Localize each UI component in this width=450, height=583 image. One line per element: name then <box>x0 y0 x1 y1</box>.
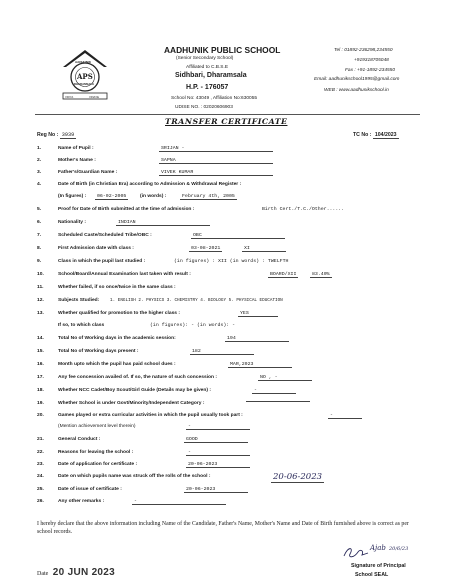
dob-figures-label: (In figures) : <box>58 194 87 199</box>
telephone: Tel : 01892-236298,234550 <box>334 48 393 53</box>
item-number: 24. <box>37 474 44 479</box>
item-value: 03-08-2021 <box>191 246 221 251</box>
item-20 <box>0 412 450 422</box>
item-26 <box>0 498 450 508</box>
signature-date: 20/6/23 <box>389 546 409 552</box>
item-label: Date on which pupils name was struck off the rolls of the school : <box>58 474 211 479</box>
item-8 <box>0 245 450 255</box>
item-16 <box>0 361 450 371</box>
item-number: 7. <box>37 233 42 238</box>
item-number: 25. <box>37 487 44 492</box>
item-label: Date of issue of certificate : <box>58 487 122 492</box>
address-line-2: H.P. - 176057 <box>186 84 229 91</box>
item-22 <box>0 449 450 459</box>
school-seal-label: School SEAL <box>355 572 389 578</box>
certificate-title: TRANSFER CERTIFICATE <box>165 117 288 126</box>
item-14 <box>0 335 450 345</box>
item-value-class: XI <box>242 246 286 252</box>
item-value <box>246 401 310 402</box>
item-label: Whether qualified for promotion to the higher class : <box>58 311 180 316</box>
item-number: 10. <box>37 272 44 277</box>
item-value: - <box>252 388 296 394</box>
dob-figures-value: 06-02-2005 <box>97 194 127 199</box>
item-number: 9. <box>37 259 42 264</box>
item-number: 12. <box>37 298 44 303</box>
item-19 <box>0 400 450 410</box>
item-label: School/Board/Annual Examination last taken with result : <box>58 272 191 277</box>
item-7 <box>0 232 450 242</box>
item-value: VIVEK KUMAR <box>159 170 273 176</box>
item-number: 1. <box>37 146 42 151</box>
tc-no <box>353 132 399 138</box>
item-value: BOARD/XII <box>270 272 297 277</box>
udise-number: UDISE NO. : 02020606903 <box>175 105 233 110</box>
item-1 <box>0 145 450 155</box>
item-label: Any other remarks : <box>58 499 105 504</box>
signature-name: Ajab <box>370 544 386 552</box>
item-9 <box>0 258 450 268</box>
item-value: NO , - <box>258 375 312 381</box>
item-label: General Conduct : <box>58 437 101 442</box>
item-label: Whether failed, if so once/twice in the same class : <box>58 285 176 290</box>
item-label: Mother's Name : <box>58 158 96 163</box>
item-number: 13. <box>37 311 44 316</box>
principal-signature <box>340 544 420 562</box>
item-4 <box>0 181 450 191</box>
item-13 <box>0 310 450 320</box>
achievement-label: (Mention achievement level therein) <box>58 424 136 429</box>
school-type: (Senior Secondary School) <box>176 56 234 61</box>
item-number: 5. <box>37 207 42 212</box>
item-number: 26. <box>37 499 44 504</box>
reg-no-label: Reg No : <box>37 132 59 138</box>
item-number: 2. <box>37 158 42 163</box>
item-number: 21. <box>37 437 44 442</box>
item-4-detail <box>0 193 450 203</box>
promotion-class-label: If so, to which class <box>58 323 105 328</box>
item-number: 4. <box>37 182 42 187</box>
school-number: School No: 43049 , Affiliation No:630055 <box>171 96 258 101</box>
logo-top-text: AADHUNIK <box>75 60 91 64</box>
tc-no-value: 104/2023 <box>374 132 397 138</box>
item-number: 15. <box>37 349 44 354</box>
item-value: GOOD <box>184 437 248 443</box>
achievement-value: - <box>186 424 250 430</box>
item-24 <box>0 473 450 483</box>
item-25 <box>0 486 450 496</box>
item-value: 194 <box>225 336 289 342</box>
website: WEB : www.aadhunikschool.in <box>324 88 389 93</box>
item-number: 14. <box>37 336 44 341</box>
item-number: 11. <box>37 285 44 290</box>
item-label: First Admission date with class : <box>58 246 134 251</box>
issue-date <box>37 562 115 580</box>
item-label: Date of Birth (in Christian Era) according to Admission & Withdrawal Register : <box>58 182 242 187</box>
item-value: YES <box>238 311 278 317</box>
item-label: Whether NCC Cadet/Boy Scout/Girl Guide (Details may be given) : <box>58 388 211 393</box>
declaration-text: I hereby declare that the above information including Name of the Candidate, Father's Name, Mother's Name and Date of Birth furnished above is correct as per school records. <box>37 521 409 535</box>
item-value: INDIAN <box>116 220 210 226</box>
item-label: Total No of Working days present : <box>58 349 139 354</box>
item-value: - <box>186 450 250 456</box>
item-number: 6. <box>37 220 42 225</box>
item-number: 8. <box>37 246 42 251</box>
promotion-class-value: (in figures): - (in words): - <box>150 323 236 328</box>
item-15 <box>0 348 450 358</box>
item-label: Scheduled Caste/Scheduled Tribe/OBC : <box>58 233 152 238</box>
item-label: Month upto which the pupil has paid school dues : <box>58 362 176 367</box>
item-label: Whether School is under Govt/Minority/Independent Category : <box>58 401 205 406</box>
school-name: AADHUNIK PUBLIC SCHOOL <box>164 45 281 55</box>
item-label: Name of Pupil : <box>58 146 94 151</box>
item-value: OBC <box>191 233 285 239</box>
item-number: 22. <box>37 450 44 455</box>
date-stamp: 20 JUN 2023 <box>52 567 116 578</box>
affiliation-line: Affiliated to C.B.S.E <box>186 65 229 70</box>
item-value-result: 83.40% <box>312 272 330 277</box>
item-number: 19. <box>37 401 44 406</box>
item-label: Nationality : <box>58 220 86 225</box>
item-label: Total No of Working days in the academic session: <box>58 336 176 341</box>
address-line-1: Sidhbari, Dharamsala <box>175 72 247 79</box>
item-number: 3. <box>37 170 42 175</box>
item-18 <box>0 387 450 397</box>
item-value: Birth Cert./T.C./Other...... <box>262 207 345 212</box>
tc-no-label: TC No : <box>353 132 372 138</box>
item-value: SAPNA <box>159 158 273 164</box>
item-17 <box>0 374 450 384</box>
item-number: 20. <box>37 413 44 418</box>
item-12 <box>0 297 450 307</box>
item-number: 17. <box>37 375 44 380</box>
item-number: 18. <box>37 388 44 393</box>
item-label: Games played or extra curricular activities in which the pupil usually took part : <box>58 413 243 418</box>
date-label: Date <box>37 571 49 577</box>
item-23 <box>0 461 450 471</box>
item-label: Subjects Studied: <box>58 298 100 303</box>
item-3 <box>0 169 450 179</box>
item-value: - <box>328 413 362 419</box>
item-21 <box>0 436 450 446</box>
item-value: (in figures) : XII (in words) : TWELFTH <box>174 259 289 264</box>
item-value-handwritten: 20-06-2023 <box>273 472 323 482</box>
header-divider <box>35 114 420 115</box>
item-label: Proof for Date of Birth submitted at the time of admission : <box>58 207 195 212</box>
logo-bottom-text: DHARAMSALA <box>74 82 95 86</box>
email: Email: aadhunikschool1995@gmail.com <box>314 77 400 82</box>
item-10 <box>0 271 450 281</box>
reg-no <box>37 132 76 138</box>
item-value: 1. ENGLISH 2. PHYSICS 3. CHEMISTRY 4. BIOLOGY 5. PHYSICAL EDUCATION <box>110 298 283 303</box>
item-value: 182 <box>190 349 254 355</box>
dob-words-value: February 4th, 2005 <box>182 194 235 199</box>
item-20-detail <box>0 423 450 433</box>
reg-no-value: 3939 <box>61 132 75 138</box>
item-label: Reasons for leaving the school : <box>58 450 134 455</box>
logo-center-text: APS <box>77 72 93 81</box>
item-2 <box>0 157 450 167</box>
item-label: Any fee concession availed of. If so, the nature of such concession : <box>58 375 217 380</box>
item-13-detail <box>0 322 450 332</box>
fax: Fax : +91-1892-234550 <box>345 68 396 73</box>
item-value: 20-06-2023 <box>184 487 248 493</box>
item-label: Father's/Guardian Name : <box>58 170 118 175</box>
principal-signature-label: Signature of Principal <box>351 563 406 569</box>
item-value: - <box>132 499 226 505</box>
item-value: 20-06-2023 <box>186 462 250 468</box>
item-number: 16. <box>37 362 44 367</box>
dob-words-label: (in words) : <box>140 194 167 199</box>
logo-right-text: VINAYE <box>89 94 100 99</box>
school-logo <box>60 47 110 109</box>
item-value: MAR,2023 <box>228 362 292 368</box>
item-value: SRIJAN - <box>159 146 273 152</box>
item-6 <box>0 219 450 229</box>
item-11 <box>0 284 450 294</box>
item-label: Class in which the pupil last studied : <box>58 259 146 264</box>
item-5 <box>0 206 450 216</box>
item-label: Date of application for certificate : <box>58 462 138 467</box>
item-number: 23. <box>37 462 44 467</box>
logo-left-text: VIDYA <box>65 94 74 99</box>
mobile: +919318705048 <box>354 58 389 63</box>
